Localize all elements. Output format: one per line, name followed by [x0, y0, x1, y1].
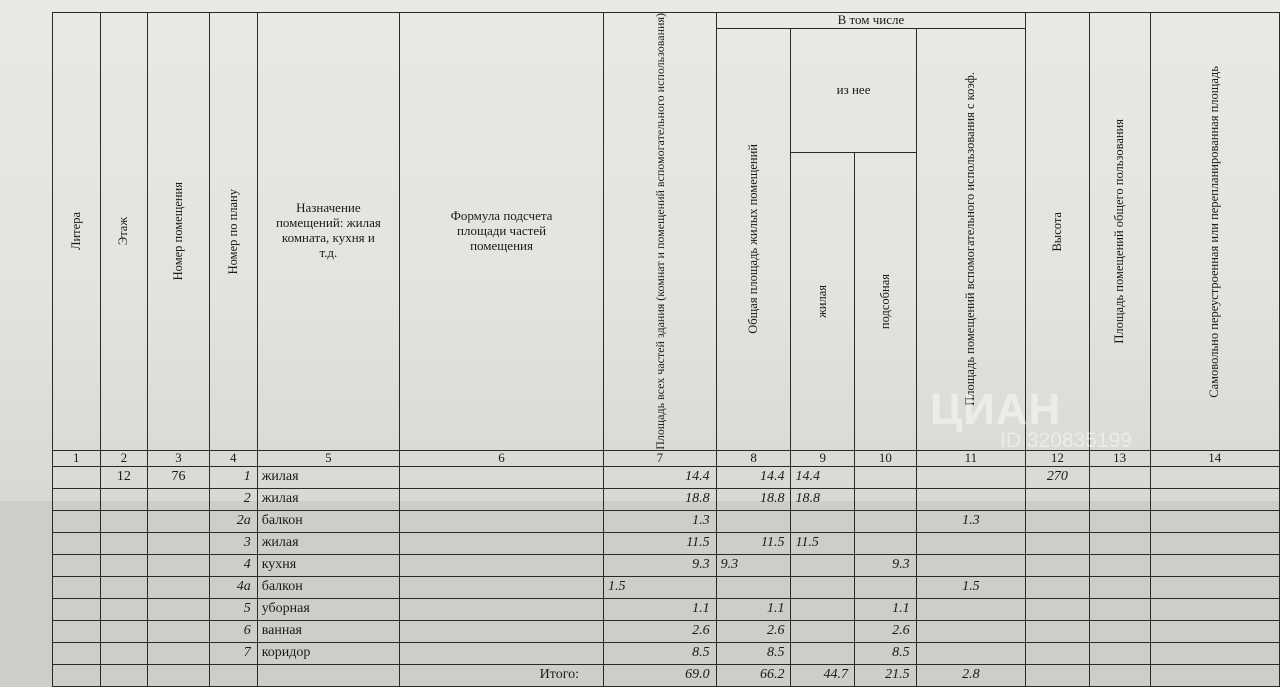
room-name: жилая — [257, 532, 399, 554]
watermark-id: ID 320835199 — [1000, 429, 1132, 452]
area-total: 11.5 — [604, 532, 717, 554]
plan-number: 7 — [209, 642, 257, 664]
room-name: коридор — [257, 642, 399, 664]
area-total: 18.8 — [604, 488, 717, 510]
room-name: жилая — [257, 488, 399, 510]
total-vspom: 2.8 — [916, 664, 1026, 686]
room-name: балкон — [257, 576, 399, 598]
plan-number: 5 — [209, 598, 257, 620]
header-samovolno: Самовольно переустроенная или перепланированная площадь — [1150, 13, 1279, 451]
area-zhil — [791, 576, 855, 598]
area-vspom — [916, 532, 1026, 554]
table-row — [53, 598, 1280, 620]
total-area: 69.0 — [604, 664, 717, 686]
column-number: 2 — [100, 450, 148, 466]
area-vspom — [916, 554, 1026, 576]
room-name: ванная — [257, 620, 399, 642]
area-vspom — [916, 620, 1026, 642]
plan-number: 3 — [209, 532, 257, 554]
column-number: 4 — [209, 450, 257, 466]
total-podsob: 21.5 — [855, 664, 917, 686]
area-obshch: 1.1 — [716, 598, 791, 620]
header-obshchaya-zhilykh: Общая площадь жилых помещений — [716, 28, 791, 450]
area-total: 1.5 — [604, 576, 717, 598]
header-nomer-po-planu: Номер по плану — [209, 13, 257, 451]
area-zhil: 18.8 — [791, 488, 855, 510]
area-podsob — [855, 510, 917, 532]
column-number: 1 — [53, 450, 101, 466]
room-name: жилая — [257, 466, 399, 488]
column-number: 8 — [716, 450, 791, 466]
area-obshch: 8.5 — [716, 642, 791, 664]
plan-number: 2а — [209, 510, 257, 532]
header-formula: Формула подсчета площади частей помещения — [400, 13, 604, 451]
header-ploshchad-vsekh: Площадь всех частей здания (комнат и помещений вспомогательного использования) — [604, 13, 717, 451]
area-vspom: 1.5 — [916, 576, 1026, 598]
area-podsob — [855, 532, 917, 554]
totals-row — [53, 664, 1280, 686]
header-vysota: Высота — [1026, 13, 1089, 451]
area-vspom — [916, 598, 1026, 620]
plan-number: 4 — [209, 554, 257, 576]
room-name: уборная — [257, 598, 399, 620]
table-row — [53, 488, 1280, 510]
header-podsobnaya: подсобная — [855, 152, 917, 450]
nomer-value: 76 — [148, 466, 210, 488]
area-zhil — [791, 642, 855, 664]
explication-table — [52, 12, 1280, 687]
vysota-value: 270 — [1026, 466, 1089, 488]
column-number: 11 — [916, 450, 1026, 466]
column-number: 9 — [791, 450, 855, 466]
area-vspom — [916, 488, 1026, 510]
totals-label: Итого: — [400, 664, 604, 686]
room-name: кухня — [257, 554, 399, 576]
table-row — [53, 510, 1280, 532]
total-zhil: 44.7 — [791, 664, 855, 686]
area-vspom — [916, 466, 1026, 488]
area-zhil: 11.5 — [791, 532, 855, 554]
table-row — [53, 554, 1280, 576]
area-zhil — [791, 554, 855, 576]
header-naznachenie: Назначение помещений: жилая комната, кухня и т.д. — [257, 13, 399, 451]
header-obshchego-polzovaniya: Площадь помещений общего пользования — [1089, 13, 1150, 451]
area-zhil — [791, 510, 855, 532]
total-obshch: 66.2 — [716, 664, 791, 686]
area-obshch — [716, 510, 791, 532]
area-total: 1.1 — [604, 598, 717, 620]
plan-number: 6 — [209, 620, 257, 642]
area-podsob — [855, 466, 917, 488]
area-total: 14.4 — [604, 466, 717, 488]
table-row — [53, 466, 1280, 488]
column-number: 5 — [257, 450, 399, 466]
area-obshch — [716, 576, 791, 598]
column-number-row — [53, 450, 1280, 466]
area-podsob: 9.3 — [855, 554, 917, 576]
table-row — [53, 532, 1280, 554]
area-obshch: 9.3 — [716, 554, 791, 576]
plan-number: 4а — [209, 576, 257, 598]
header-etazh: Этаж — [100, 13, 148, 451]
watermark-logo: ЦИАН — [930, 385, 1062, 434]
area-podsob — [855, 488, 917, 510]
area-podsob: 2.6 — [855, 620, 917, 642]
table-row — [53, 576, 1280, 598]
area-total: 9.3 — [604, 554, 717, 576]
room-name: балкон — [257, 510, 399, 532]
area-vspom: 1.3 — [916, 510, 1026, 532]
column-number: 10 — [855, 450, 917, 466]
column-number: 7 — [604, 450, 717, 466]
header-zhilaya: жилая — [791, 152, 855, 450]
area-total: 2.6 — [604, 620, 717, 642]
header-v-tom-chisle: В том числе — [716, 13, 1026, 29]
area-total: 8.5 — [604, 642, 717, 664]
area-podsob — [855, 576, 917, 598]
header-nomer-pomeshcheniya: Номер помещения — [148, 13, 210, 451]
area-vspom — [916, 642, 1026, 664]
area-zhil — [791, 620, 855, 642]
table-row — [53, 620, 1280, 642]
area-obshch: 14.4 — [716, 466, 791, 488]
column-number: 12 — [1026, 450, 1089, 466]
header-ploshchad-vspomog: Площадь помещений вспомогательного использования с коэф. — [916, 28, 1026, 450]
plan-number: 2 — [209, 488, 257, 510]
header-litera: Литера — [53, 13, 101, 451]
table-row — [53, 642, 1280, 664]
area-obshch: 11.5 — [716, 532, 791, 554]
area-podsob: 1.1 — [855, 598, 917, 620]
column-number: 3 — [148, 450, 210, 466]
area-zhil — [791, 598, 855, 620]
plan-number: 1 — [209, 466, 257, 488]
area-obshch: 18.8 — [716, 488, 791, 510]
area-zhil: 14.4 — [791, 466, 855, 488]
header-iz-nee: из нее — [791, 28, 916, 152]
column-number: 14 — [1150, 450, 1279, 466]
area-obshch: 2.6 — [716, 620, 791, 642]
column-number: 13 — [1089, 450, 1150, 466]
area-podsob: 8.5 — [855, 642, 917, 664]
etazh-value: 12 — [100, 466, 148, 488]
area-total: 1.3 — [604, 510, 717, 532]
column-number: 6 — [400, 450, 604, 466]
